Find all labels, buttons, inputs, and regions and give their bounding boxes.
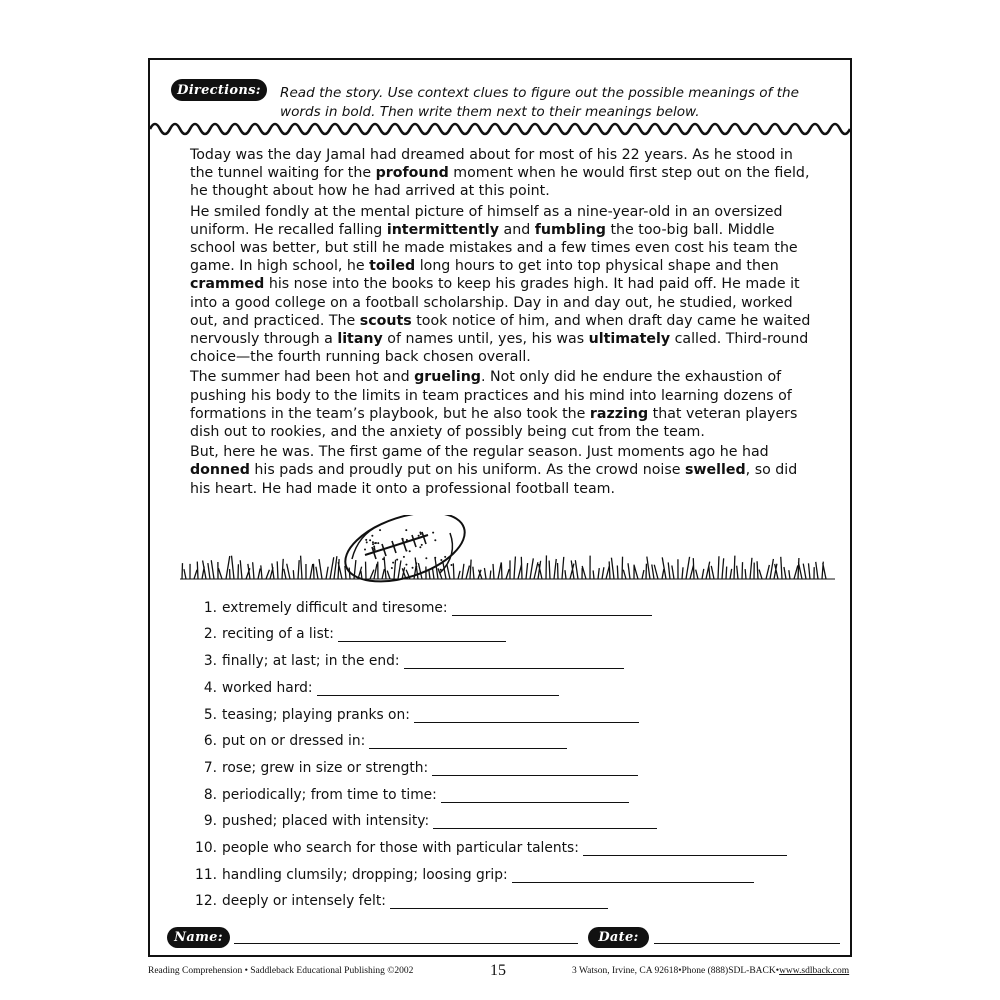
question-text: teasing; playing pranks on: [222, 707, 410, 723]
story-text-segment: his nose into the books to keep his grades high. It had paid off. He made it into a good college on a football scholarship. Day in and day out, he studied, worked out, and practiced. The [190, 276, 800, 329]
story-text-segment: the too-big ball. Middle school was better, but still he made mistakes and a few times even cost his team the game. In high school, he [190, 221, 798, 275]
answer-line[interactable] [583, 843, 787, 856]
question-number: 4. [203, 680, 217, 696]
question-item [185, 785, 629, 803]
question-number: 12. [195, 893, 217, 909]
question-item [185, 838, 787, 856]
question-text: extremely difficult and tiresome: [222, 600, 448, 616]
question-text: rose; grew in size or strength: [222, 760, 429, 776]
story-text-segment: moment when he would first step out on the field, he thought about how he had arrived at this point. [190, 165, 810, 200]
question-text: worked hard: [222, 680, 313, 696]
question-number: 11. [195, 867, 217, 883]
question-number: 8. [203, 787, 217, 803]
answer-line[interactable] [414, 710, 639, 723]
story-text [190, 146, 820, 500]
answer-line[interactable] [369, 736, 567, 749]
answer-line[interactable] [338, 629, 506, 642]
footer-publisher: Reading Comprehension • Saddleback Educational Publishing ©2002 [148, 966, 414, 976]
directions-text: Read the story. Use context clues to figure out the possible meanings of the words in bold. Then write them next to their meanings below. [280, 85, 799, 120]
question-text: pushed; placed with intensity: [222, 813, 430, 829]
story-paragraph [190, 203, 820, 367]
story-paragraph [190, 146, 820, 201]
vocabulary-word: scouts [359, 312, 412, 329]
question-item [185, 811, 657, 829]
answer-line[interactable] [433, 816, 657, 829]
vocabulary-word: razzing [589, 405, 649, 422]
grass-illustration [180, 555, 835, 579]
date-badge [588, 927, 649, 948]
question-item [185, 758, 638, 776]
story-text-segment: But, here he was. The first game of the regular season. Just moments ago he had [190, 444, 769, 461]
vocabulary-word: swelled [684, 462, 746, 479]
question-number: 1. [203, 600, 217, 616]
vocabulary-word: toiled [369, 258, 416, 275]
vocabulary-word: litany [337, 331, 383, 348]
football-on-grass-illustration [180, 515, 840, 590]
vocabulary-word: grueling [414, 369, 481, 386]
question-item [185, 678, 559, 696]
name-answer-line[interactable] [234, 943, 578, 944]
question-item [185, 891, 608, 909]
story-text-segment: took notice of him, and when draft day came he waited nervously through a [190, 312, 811, 348]
vocabulary-word: ultimately [588, 331, 671, 348]
story-text-segment: of names until, yes, his was [382, 331, 589, 348]
vocabulary-word: intermittently [386, 221, 500, 238]
wavy-divider [150, 117, 850, 141]
directions-label: Directions: [177, 82, 261, 98]
question-item [185, 705, 639, 723]
question-text: handling clumsily; dropping; loosing grip: [222, 867, 508, 883]
vocabulary-word: donned [190, 462, 250, 479]
footer-url[interactable]: www.sdlback.com [779, 966, 850, 976]
date-answer-line[interactable] [654, 943, 840, 944]
answer-line[interactable] [432, 763, 638, 776]
question-text: people who search for those with particular talents: [222, 840, 579, 856]
footer-contact [572, 966, 849, 976]
answer-line[interactable] [452, 603, 652, 616]
answer-line[interactable] [317, 683, 559, 696]
vocabulary-word: crammed [190, 276, 265, 293]
question-number: 3. [203, 653, 217, 669]
story-text-segment: . Not only did he endure the exhaustion of pushing his body to the limits in team practices and his mind into learning dozens of formations in the team’s playbook, but he also took the [190, 369, 792, 422]
question-item [185, 598, 652, 616]
answer-line[interactable] [404, 656, 624, 669]
story-text-segment: , so did his heart. He had made it onto a professional football team. [190, 462, 798, 497]
story-text-segment: He smiled fondly at the mental picture of himself as a nine-year-old in an oversized uniform. He recalled falling [190, 203, 783, 238]
story-paragraph [190, 368, 820, 441]
footer-address: 3 Watson, Irvine, CA 92618•Phone (888)SDL-BACK• [572, 966, 780, 976]
directions-badge [171, 79, 267, 101]
story-text-segment: called. Third-round choice—the fourth running back chosen overall. [190, 331, 809, 366]
answer-line[interactable] [441, 790, 629, 803]
question-text: periodically; from time to time: [222, 787, 437, 803]
question-number: 5. [203, 707, 217, 723]
question-text: reciting of a list: [222, 626, 334, 642]
answer-line[interactable] [512, 870, 754, 883]
question-text: put on or dressed in: [222, 733, 366, 749]
name-label: Name: [174, 930, 223, 945]
question-text: deeply or intensely felt: [222, 893, 386, 909]
question-number: 7. [203, 760, 217, 776]
page-number: 15 [490, 962, 506, 979]
name-badge [167, 927, 230, 948]
story-text-segment: that veteran players dish out to rookies, and the anxiety of possibly being cut from the team. [190, 405, 798, 441]
question-number: 2. [203, 626, 217, 642]
vocabulary-word: fumbling [534, 221, 606, 238]
question-item [185, 624, 506, 642]
question-item [185, 731, 567, 749]
date-label: Date: [598, 930, 639, 945]
story-text-segment: and [499, 221, 535, 238]
story-text-segment: his pads and proudly put on his uniform. As the crowd noise [249, 462, 685, 479]
story-paragraph [190, 443, 820, 498]
question-number: 6. [203, 733, 217, 749]
story-text-segment: Today was the day Jamal had dreamed about for most of his 22 years. As he stood in the tunnel waiting for the [190, 147, 793, 182]
vocabulary-word: profound [375, 165, 449, 182]
story-text-segment: long hours to get into top physical shape and then [415, 258, 779, 275]
question-item [185, 865, 754, 883]
question-number: 9. [203, 813, 217, 829]
story-text-segment: The summer had been hot and [190, 369, 415, 386]
question-text: finally; at last; in the end: [222, 653, 400, 669]
question-number: 10. [195, 840, 217, 856]
question-item [185, 651, 624, 669]
answer-line[interactable] [390, 896, 608, 909]
